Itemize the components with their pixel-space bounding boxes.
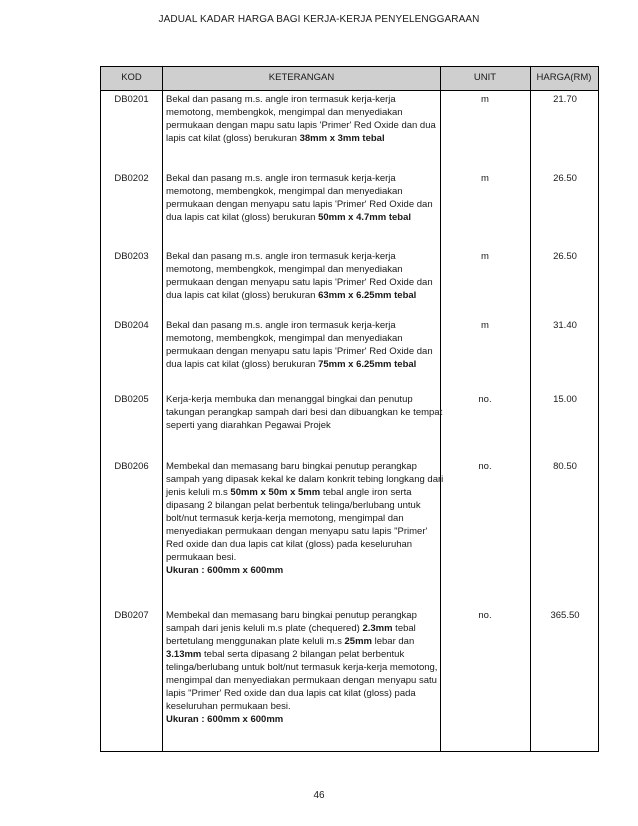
row-price: 80.50	[553, 461, 577, 472]
row-description: Membekal dan memasang baru bingkai penutup perangkap sampah dari jenis keluli m.s plate (chequered) 2.3mm tebal bertetulang menggunakan plate keluli m.s 25mm lebar dan 3.13mm tebal serta dipasang 2 bilangan pelat berbentuk telinga/berlubang untuk bolt/nut termasuk kerja-kerja memotong, mengimpal dan menyediakan permukaan dengan menyapu satu lapis "Primer' Red oxide dan dua lapis cat kilat (gloss) pada keseluruhan permukaan besi. Ukuran : 600mm x 600mm	[166, 610, 438, 725]
page-number: 46	[313, 790, 325, 801]
row-kod: DB0207	[114, 610, 149, 621]
row-description: Bekal dan pasang m.s. angle iron termasuk kerja-kerja memotong, membengkok, mengimpal dan menyediakan permukaan dengan menyapu satu lapis 'Primer' Red Oxide dan dua lapis cat kilat (gloss) berukuran 50mm x 4.7mm tebal	[166, 173, 433, 223]
document-title: JADUAL KADAR HARGA BAGI KERJA-KERJA PENYELENGGARAAN	[158, 14, 480, 25]
row-kod: DB0206	[114, 461, 149, 472]
row-unit: no.	[478, 610, 492, 621]
row-kod: DB0204	[114, 320, 149, 331]
row-unit: no.	[478, 461, 492, 472]
row-size: Ukuran : 600mm x 600mm	[166, 714, 284, 725]
header-unit: UNIT	[473, 72, 497, 83]
row-kod: DB0202	[114, 173, 149, 184]
row-price: 15.00	[553, 394, 577, 405]
row-unit: m	[481, 320, 489, 331]
row-description: Bekal dan pasang m.s. angle iron termasuk kerja-kerja memotong, membengkok, mengimpal dan menyediakan permukaan dengan menyapu satu lapis 'Primer' Red Oxide dan dua lapis cat kilat (gloss) berukuran 75mm x 6.25mm tebal	[166, 320, 433, 370]
column-divider	[162, 67, 163, 751]
row-unit: m	[481, 94, 489, 105]
row-description: Bekal dan pasang m.s. angle iron termasuk kerja-kerja memotong, membengkok, mengimpal dan menyediakan permukaan dengan mapu satu lapis 'Primer' Red Oxide dan dua lapis cat kilat (gloss) berukuran 38mm x 3mm tebal	[166, 94, 436, 144]
row-price: 26.50	[553, 251, 577, 262]
row-unit: no.	[478, 394, 492, 405]
row-price: 26.50	[553, 173, 577, 184]
row-kod: DB0205	[114, 394, 149, 405]
row-kod: DB0201	[114, 94, 149, 105]
header-harga: HARGA(RM)	[536, 72, 592, 83]
row-price: 365.50	[550, 610, 580, 621]
row-description: Membekal dan memasang baru bingkai penutup perangkap sampah yang dipasak kekal ke dalam konkrit tebing longkang dari jenis keluli m.s 50mm x 50m x 5mm tebal angle iron serta dipasang 2 bilangan pelat berbentuk telinga/berlubang untuk bolt/nut termasuk kerja-kerja memotong, mengimpal dan menyediakan permukaan dengan menyapu satu lapis "Primer' Red oxide dan dua lapis cat kilat (gloss) pada keseluruhan permukaan besi. Ukuran : 600mm x 600mm	[166, 461, 444, 576]
column-divider	[530, 67, 531, 751]
row-size: Ukuran : 600mm x 600mm	[166, 565, 284, 576]
row-price: 21.70	[553, 94, 577, 105]
table-header	[101, 67, 598, 91]
row-kod: DB0203	[114, 251, 149, 262]
row-description: Kerja-kerja membuka dan menanggal bingkai dan penutup takungan perangkap sampah dari besi dan dibuangkan ke tempat seperti yang diarahkan Pegawai Projek	[166, 394, 443, 431]
header-keterangan: KETERANGAN	[268, 72, 335, 83]
row-description: Bekal dan pasang m.s. angle iron termasuk kerja-kerja memotong, membengkok, mengimpal dan menyediakan permukaan dengan menyapu satu lapis 'Primer' Red Oxide dan dua lapis cat kilat (gloss) berukuran 63mm x 6.25mm tebal	[166, 251, 433, 301]
header-kod: KOD	[121, 72, 142, 83]
row-unit: m	[481, 173, 489, 184]
rate-table	[100, 66, 599, 752]
row-price: 31.40	[553, 320, 577, 331]
row-unit: m	[481, 251, 489, 262]
